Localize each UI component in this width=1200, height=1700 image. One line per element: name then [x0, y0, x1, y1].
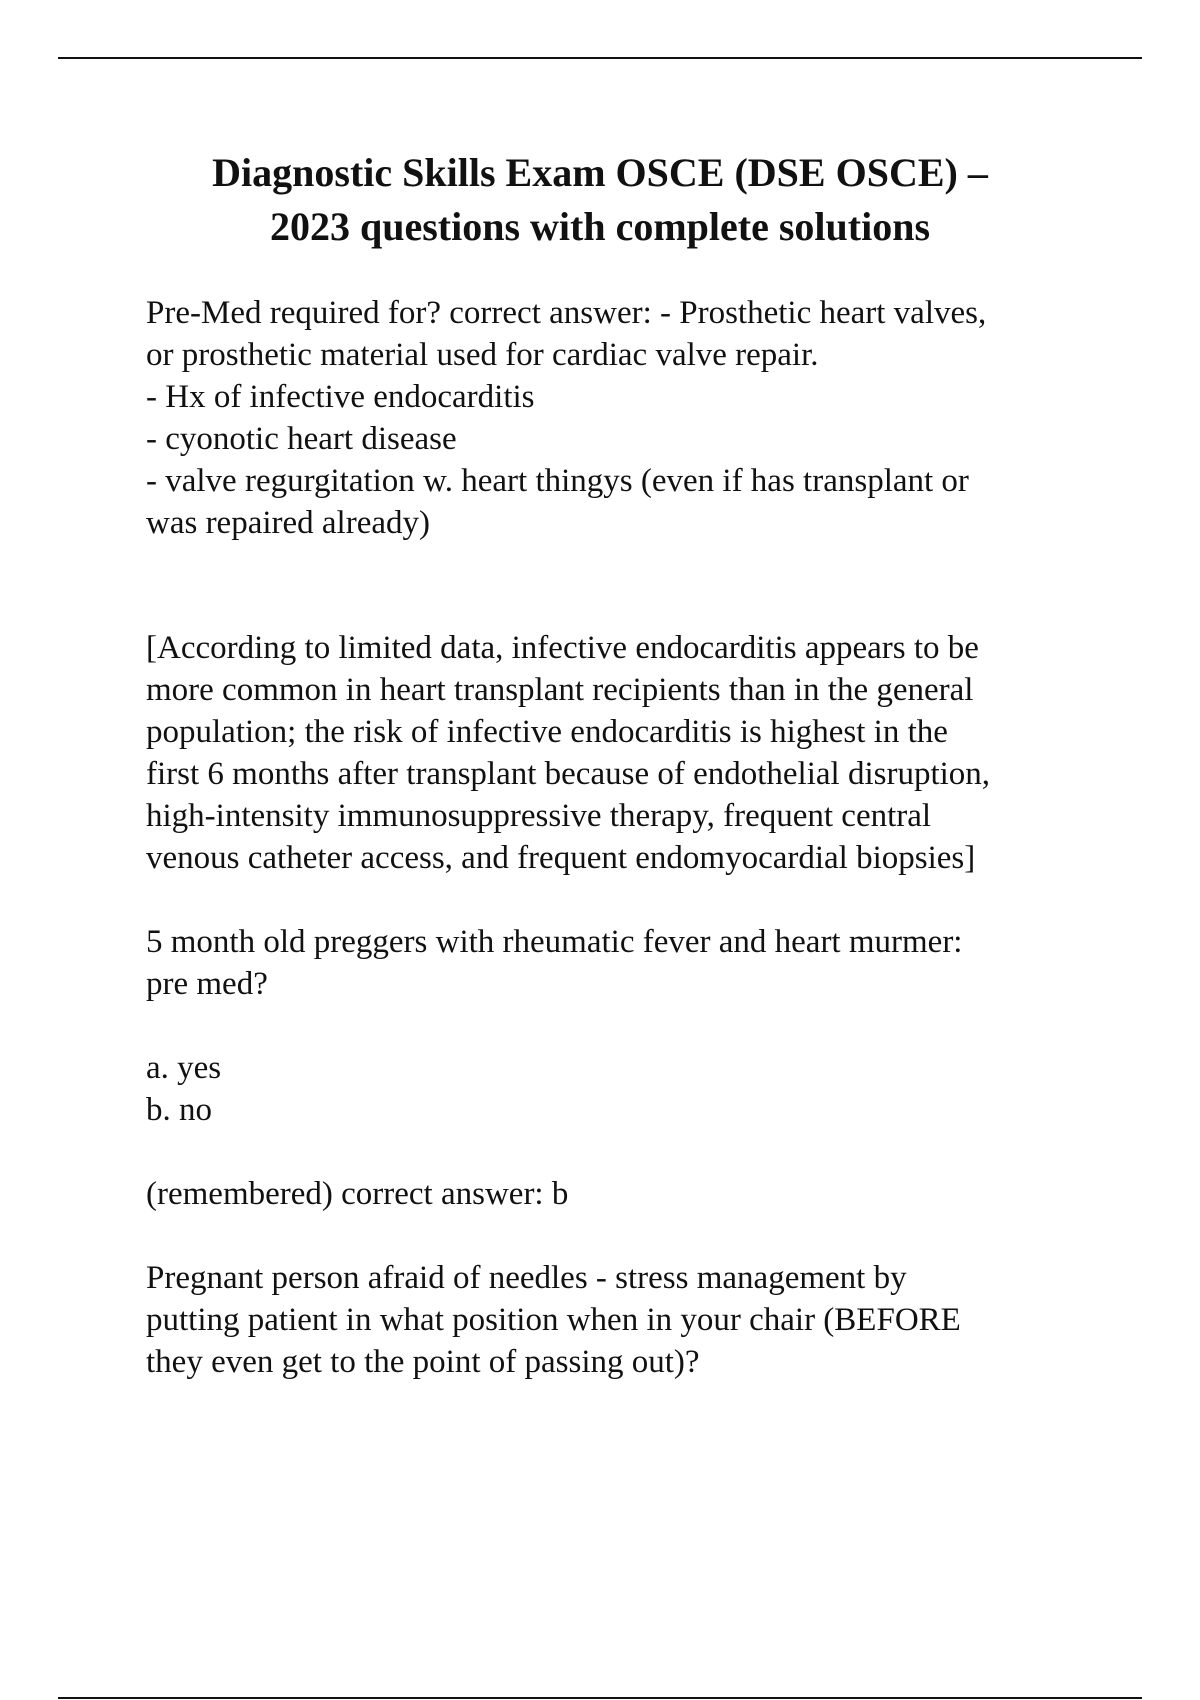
question-line: 5 month old preggers with rheumatic fever and heart murmer:: [146, 924, 963, 960]
title-line: Diagnostic Skills Exam OSCE (DSE OSCE) –: [212, 150, 988, 195]
text-line: - valve regurgitation w. heart thingys (even if has transplant or: [146, 463, 969, 499]
correct-answer: (remembered) correct answer: b: [146, 1176, 569, 1212]
text-line: Pre-Med required for? correct answer: - Prosthetic heart valves,: [146, 295, 987, 331]
document-title: [100, 146, 1100, 254]
note-block: [146, 627, 1106, 879]
question-line: they even get to the point of passing out)?: [146, 1344, 700, 1380]
question-line: pre med?: [146, 966, 268, 1002]
text-line: was repaired already): [146, 505, 430, 541]
question-block-rheumatic: [146, 921, 1106, 1005]
answer-options: [146, 1047, 1106, 1131]
title-line: 2023 questions with complete solutions: [269, 204, 931, 249]
question-line: putting patient in what position when in your chair (BEFORE: [146, 1302, 961, 1338]
text-line: population; the risk of infective endocarditis is highest in the: [146, 714, 948, 750]
question-line: Pregnant person afraid of needles - stress management by: [146, 1260, 907, 1296]
option-b: b. no: [146, 1092, 212, 1128]
text-line: - cyonotic heart disease: [146, 421, 457, 457]
text-line: [According to limited data, infective endocarditis appears to be: [146, 630, 979, 666]
text-line: more common in heart transplant recipients than in the general: [146, 672, 974, 708]
document-body: [146, 292, 1106, 1383]
question-block-premed: [146, 292, 1106, 544]
option-a: a. yes: [146, 1050, 222, 1086]
text-line: first 6 months after transplant because of endothelial disruption,: [146, 756, 991, 792]
text-line: - Hx of infective endocarditis: [146, 379, 535, 415]
question-block-needles: [146, 1257, 1106, 1383]
text-line: high-intensity immunosuppressive therapy, frequent central: [146, 798, 932, 834]
footer-rule: [58, 1697, 1142, 1699]
header-rule: [58, 57, 1142, 59]
text-line: venous catheter access, and frequent endomyocardial biopsies]: [146, 840, 976, 876]
text-line: or prosthetic material used for cardiac valve repair.: [146, 337, 819, 373]
